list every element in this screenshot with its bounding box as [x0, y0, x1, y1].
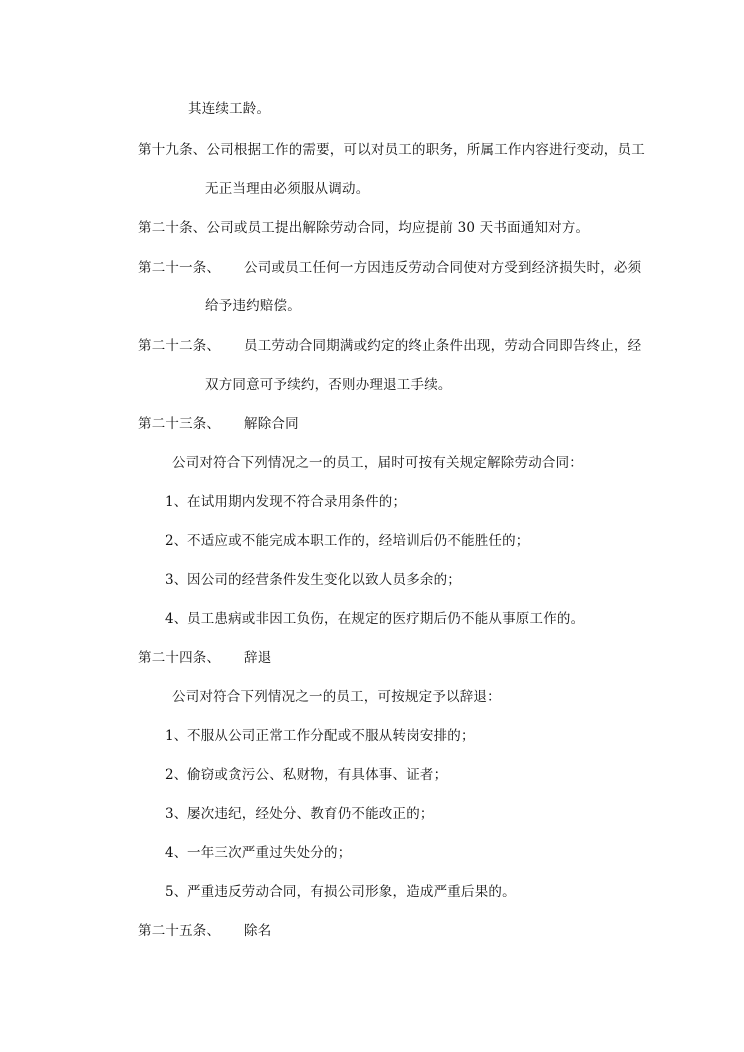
list-number: 1、 [165, 728, 188, 744]
article-text: 给予违约赔偿。 [205, 298, 301, 314]
article-text: 无正当理由必须服从调动。 [205, 181, 370, 197]
article-text: 公司根据工作的需要，可以对员工的职务，所属工作内容进行变动，员工 [206, 142, 645, 158]
article-heading: 除名 [244, 923, 272, 939]
article-label: 第二十四条、 [138, 650, 221, 666]
article-label: 第二十条、 [138, 220, 207, 236]
list-text: 因公司的经营条件发生变化以致人员多余的； [187, 572, 461, 588]
list-text: 不适应或不能完成本职工作的，经培训后仍不能胜任的； [187, 533, 530, 549]
article-22 [138, 337, 641, 355]
list-item [165, 610, 584, 628]
continuation-text: 其连续工龄。 [188, 101, 271, 117]
article-text: 公司或员工任何一方因违反劳动合同使对方受到经济损失时，必须 [244, 260, 642, 276]
list-number: 3、 [165, 572, 188, 588]
list-item [165, 844, 351, 862]
article-24-intro [172, 688, 501, 706]
article-label: 第二十三条、 [138, 416, 221, 432]
article-text: 员工劳动合同期满或约定的终止条件出现，劳动合同即告终止，经 [244, 338, 642, 354]
list-text: 不服从公司正常工作分配或不服从转岗安排的； [187, 728, 475, 744]
article-19-continuation [205, 180, 369, 198]
list-text: 员工患病或非因工负伤，在规定的医疗期后仍不能从事原工作的。 [187, 611, 585, 627]
intro-text: 公司对符合下列情况之一的员工，届时可按有关规定解除劳动合同： [172, 455, 583, 471]
article-21-continuation [205, 297, 301, 315]
article-20 [138, 219, 589, 237]
article-23-intro [172, 454, 583, 472]
list-text: 偷窃或贪污公、私财物，有具体事、证者； [187, 767, 448, 783]
article-label: 第十九条、 [138, 142, 207, 158]
article-22-continuation [205, 376, 452, 394]
article-label: 第二十一条、 [138, 260, 221, 276]
list-text: 屡次违纪，经处分、教育仍不能改正的； [187, 806, 434, 822]
text-line [188, 100, 270, 118]
list-number: 2、 [165, 767, 188, 783]
list-number: 4、 [165, 845, 188, 861]
article-21 [138, 259, 641, 277]
intro-text: 公司对符合下列情况之一的员工，可按规定予以辞退： [172, 689, 501, 705]
list-number: 5、 [165, 884, 188, 900]
list-text: 一年三次严重过失处分的； [187, 845, 352, 861]
list-number: 4、 [165, 611, 188, 627]
article-text: 双方同意可予续约，否则办理退工手续。 [205, 377, 452, 393]
list-item [165, 532, 530, 550]
article-heading: 解除合同 [244, 416, 299, 432]
article-24 [138, 649, 271, 667]
list-item [165, 493, 406, 511]
list-number: 2、 [165, 533, 188, 549]
article-label: 第二十二条、 [138, 338, 221, 354]
article-text: 公司或员工提出解除劳动合同，均应提前 30 天书面通知对方。 [206, 220, 590, 236]
list-number: 3、 [165, 806, 188, 822]
list-item [165, 805, 434, 823]
article-25 [138, 922, 271, 940]
list-text: 严重违反劳动合同，有损公司形象，造成严重后果的。 [187, 884, 516, 900]
list-item [165, 571, 461, 589]
article-label: 第二十五条、 [138, 923, 221, 939]
article-23 [138, 415, 299, 433]
article-heading: 辞退 [244, 650, 272, 666]
list-item [165, 727, 475, 745]
list-item [165, 883, 516, 901]
list-item [165, 766, 447, 784]
article-19 [138, 141, 645, 159]
list-number: 1、 [165, 494, 188, 510]
list-text: 在试用期内发现不符合录用条件的； [187, 494, 407, 510]
